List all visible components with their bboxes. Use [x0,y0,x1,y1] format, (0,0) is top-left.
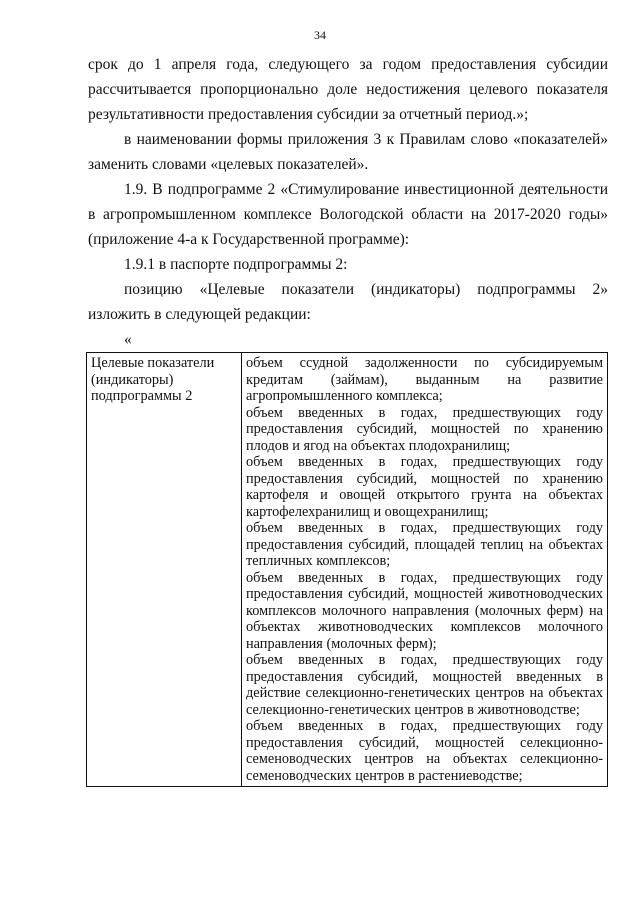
indicator-item: объем введенных в годах, предшествующих году предоставления субсидий, мощностей по хранению плодов и ягод на объектах плодохранилищ; [246,404,603,454]
table-row [87,353,608,787]
indicators-list-cell [242,353,608,787]
indicator-item: объем ссудной задолженности по субсидируемым кредитам (займам), выданным на развитие агропромышленного комплекса; [246,355,603,404]
page-number: 34 [314,28,326,42]
document-body [88,52,608,352]
indicator-item: объем введенных в годах, предшествующих году предоставления субсидий, мощностей селекционно-семеноводческих центров на объектах селекционно-семеноводческих центров в растениеводстве; [246,718,603,784]
indicator-item: объем введенных в годах, предшествующих году предоставления субсидий, мощностей введенных в действие селекционно-генетических центров на объектах селекционно-генетических центров в животноводстве; [246,652,603,718]
indicator-item: объем введенных в годах, предшествующих году предоставления субсидий, площадей теплиц на объектах тепличных комплексов; [246,520,603,569]
paragraph-subprogram-2: 1.9. В подпрограмме 2 «Стимулирование инвестиционной деятельности в агропромышленном комплексе Вологодской области на 2017-2020 годы» (приложение 4-а к Государственной программе): [88,181,608,248]
paragraph-passport: 1.9.1 в паспорте подпрограммы 2: [124,256,348,273]
indicator-item: объем введенных в годах, предшествующих году предоставления субсидий, мощностей животноводческих комплексов молочного направления (молочных ферм) на объектах животноводческих комплексов молочного направления (молочных ферм); [246,569,603,652]
paragraph-deadline: срок до 1 апреля года, следующего за годом предоставления субсидии рассчитывается пропорционально доле недостижения целевого показателя результативности предоставления субсидии за отчетный период.»; [88,56,608,123]
paragraph-form-name: в наименовании формы приложения 3 к Правилам слово «показателей» заменить словами «целевых показателей». [88,131,608,173]
paragraph-position: позицию «Целевые показатели (индикаторы) подпрограммы 2» изложить в следующей редакции: [88,281,608,323]
indicator-item: объем введенных в годах, предшествующих году предоставления субсидий, мощностей по хранению картофеля и овощей открытого грунта на объектах картофелехранилищ и овощехранилищ; [246,454,603,520]
indicators-label-cell: Целевые показатели (индикаторы) подпрограммы 2 [87,353,242,787]
opening-quote-mark: « [124,331,132,348]
indicators-table [86,352,608,787]
